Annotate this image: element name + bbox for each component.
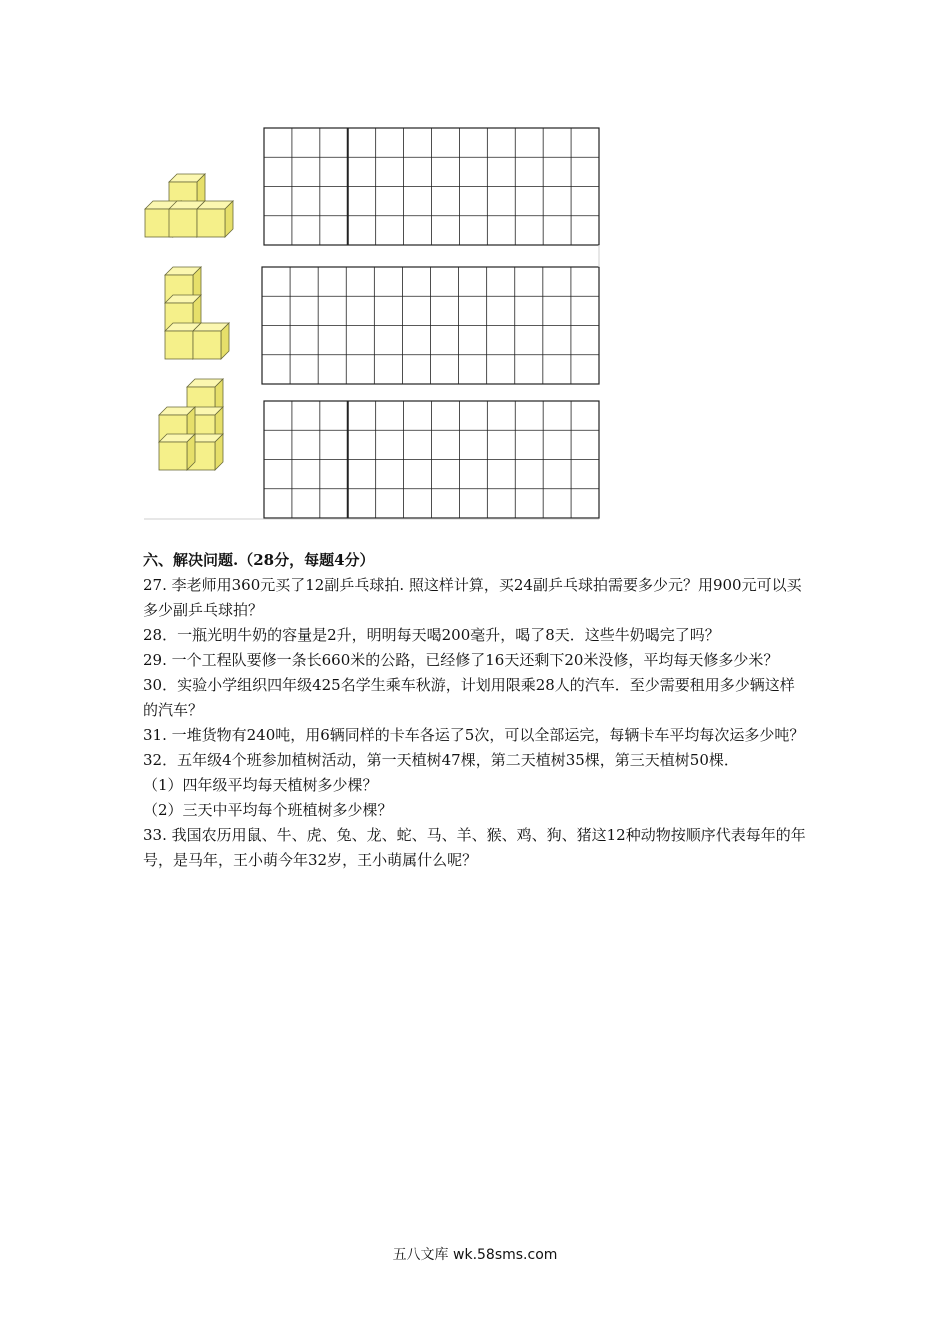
footer-watermark: 五八文库 wk.58sms.com bbox=[392, 1247, 558, 1263]
problem-section bbox=[143, 548, 808, 873]
question-30: 30．实验小学组织四年级425名学生乘车秋游，计划用限乘28人的汽车．至少需要租用多少辆这样的汽车？ bbox=[143, 676, 795, 719]
cube-front-face bbox=[193, 331, 221, 359]
question-32-part-1: （1）四年级平均每天植树多少棵？ bbox=[143, 776, 378, 794]
cube-view-drawing bbox=[140, 124, 602, 522]
question-32-part-2: （2）三天中平均每个班植树多少棵？ bbox=[143, 801, 393, 819]
cube-view-figure bbox=[140, 124, 602, 522]
question-32: 32．五年级4个班参加植树活动，第一天植树47棵，第二天植树35棵，第三天植树50棵． bbox=[143, 751, 739, 769]
question-33: 33. 我国农历用鼠、牛、虎、兔、龙、蛇、马、羊、猴、鸡、狗、猪这12种动物按顺序代表每年的年号，是马年，王小萌今年32岁，王小萌属什么呢？ bbox=[143, 826, 806, 869]
cube-front-face bbox=[159, 442, 187, 470]
cube-front-face bbox=[197, 209, 225, 237]
question-27: 27. 李老师用360元买了12副乒乓球拍. 照这样计算，买24副乒乓球拍需要多少元？用900元可以买多少副乒乓球拍？ bbox=[143, 576, 802, 619]
section-title: 六、解决问题.（28分，每题4分） bbox=[143, 551, 375, 569]
cube-front-face bbox=[169, 209, 197, 237]
question-29: 29. 一个工程队要修一条长660米的公路，已经修了16天还剩下20米没修，平均每天修多少米？ bbox=[143, 651, 779, 669]
question-31: 31. 一堆货物有240吨，用6辆同样的卡车各运了5次，可以全部运完，每辆卡车平均每次运多少吨？ bbox=[143, 726, 805, 744]
cube-front-face bbox=[165, 331, 193, 359]
question-28: 28．一瓶光明牛奶的容量是2升，明明每天喝200毫升，喝了8天．这些牛奶喝完了吗？ bbox=[143, 626, 720, 644]
